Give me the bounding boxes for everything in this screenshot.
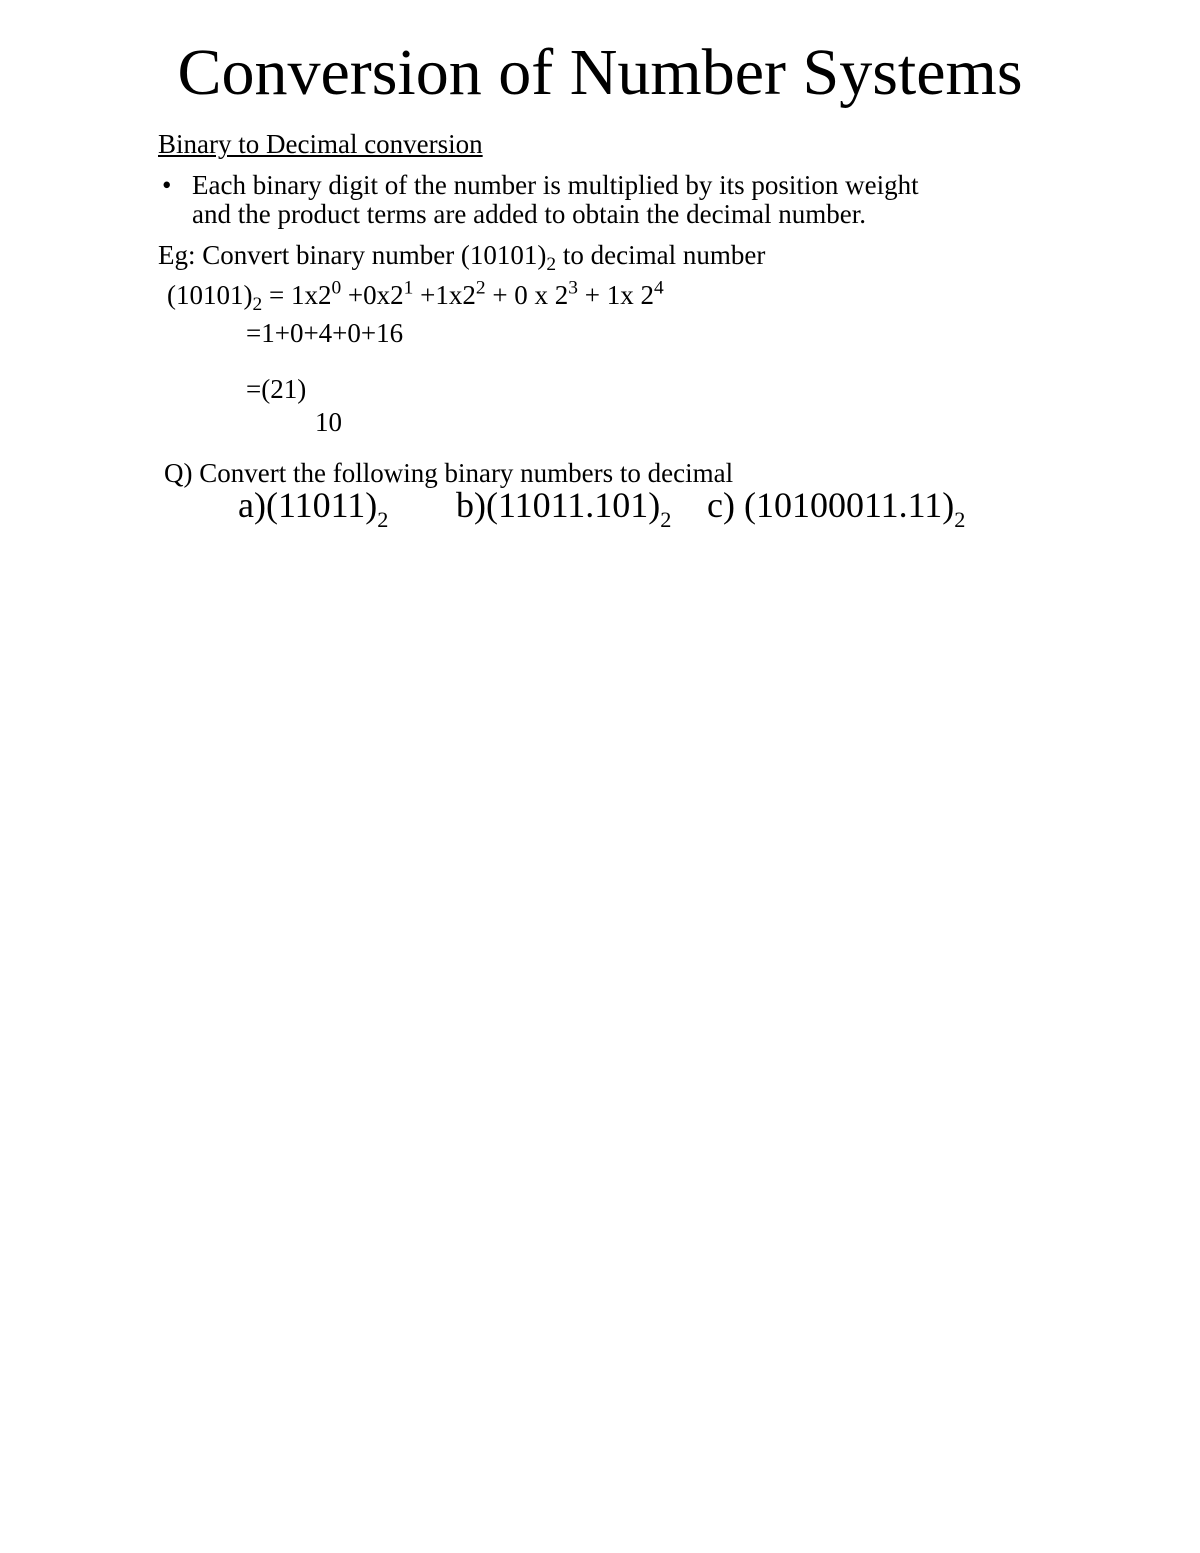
question-item-text: b)(11011.101) bbox=[456, 485, 661, 525]
equation-term: 1x2 bbox=[290, 280, 332, 310]
equation-term: + 1x 2 bbox=[578, 280, 654, 310]
example-statement bbox=[158, 240, 766, 276]
question-item-base: 2 bbox=[660, 507, 672, 533]
section-heading: Binary to Decimal conversion bbox=[158, 129, 483, 159]
question-item-c bbox=[707, 485, 966, 533]
equation-lhs: (10101) bbox=[167, 280, 253, 310]
question-item-base: 2 bbox=[954, 507, 966, 533]
equation-term-exponent: 0 bbox=[331, 277, 342, 299]
bullet-text-line-2: and the product terms are added to obtain the decimal number. bbox=[192, 199, 867, 229]
equation-term-exponent: 2 bbox=[475, 277, 486, 299]
expansion-equation bbox=[167, 277, 664, 316]
question-item-base: 2 bbox=[377, 507, 389, 533]
question-item-a bbox=[238, 485, 389, 533]
equation-lhs-base: 2 bbox=[252, 294, 263, 316]
bullet-marker: • bbox=[162, 170, 172, 200]
question-item-b bbox=[456, 485, 672, 533]
example-base: 2 bbox=[546, 254, 557, 276]
equation-term-exponent: 3 bbox=[568, 277, 579, 299]
equation-term-exponent: 4 bbox=[654, 277, 664, 299]
equation-equals: = bbox=[262, 280, 291, 310]
example-suffix: to decimal number bbox=[556, 240, 766, 270]
question-prompt: Q) Convert the following binary numbers to decimal bbox=[164, 458, 734, 488]
page-title: Conversion of Number Systems bbox=[177, 36, 1023, 109]
example-prefix: Eg: Convert binary number (10101) bbox=[158, 240, 547, 270]
equation-term: +0x2 bbox=[341, 280, 404, 310]
equation-step-result: =(21) bbox=[246, 374, 307, 404]
equation-term-exponent: 1 bbox=[403, 277, 414, 299]
equation-result-base: 10 bbox=[315, 407, 342, 437]
question-item-text: a)(11011) bbox=[238, 485, 378, 525]
equation-term: +1x2 bbox=[413, 280, 476, 310]
bullet-text-line-1: Each binary digit of the number is multiplied by its position weight bbox=[192, 170, 919, 200]
equation-step-sum: =1+0+4+0+16 bbox=[246, 318, 404, 348]
question-item-text: c) (10100011.11) bbox=[707, 485, 955, 525]
equation-term: + 0 x 2 bbox=[485, 280, 569, 310]
